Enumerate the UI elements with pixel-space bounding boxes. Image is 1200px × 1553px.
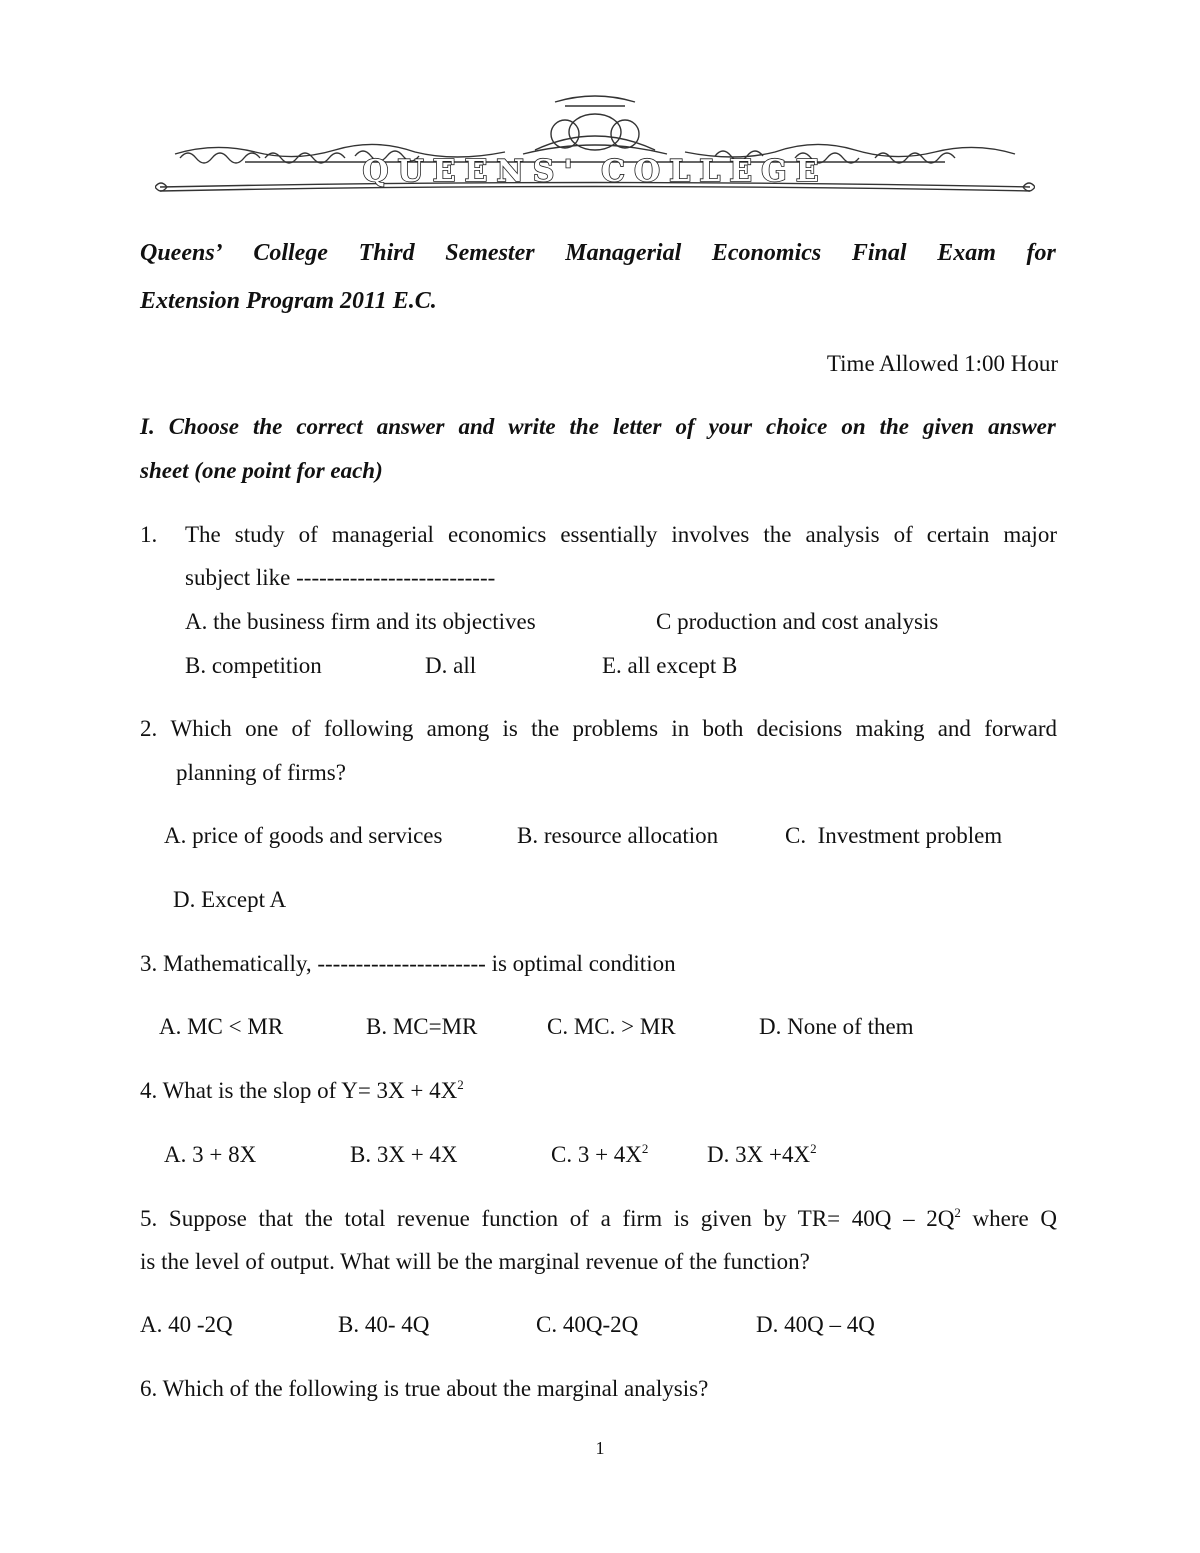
instruction-word: I. [140, 414, 155, 439]
title-word: Managerial [565, 240, 682, 266]
question-word: major [1003, 522, 1057, 547]
instruction-word: correct [296, 414, 363, 439]
question-word: managerial [331, 522, 434, 547]
instruction-word: the [879, 414, 909, 439]
question-word: The [185, 522, 221, 547]
question-word: and [937, 716, 971, 741]
option-text: C. 3 + 4X [551, 1142, 642, 1167]
instruction-word: your [708, 414, 753, 439]
option-text: D. 3X +4X [707, 1142, 811, 1167]
question-word: the [531, 716, 560, 741]
instruction-word: answer [376, 414, 445, 439]
instruction-word: answer [988, 414, 1056, 439]
question-5-text-post: where Q [960, 1206, 1058, 1231]
question-word: making [855, 716, 925, 741]
title-word: Final [851, 240, 907, 266]
time-allowed: Time Allowed 1:00 Hour [826, 351, 1058, 376]
question-word: among [426, 716, 490, 741]
question-2-option-b: B. resource allocation [517, 823, 719, 848]
question-4-text [140, 1076, 464, 1106]
title-word: Exam [937, 240, 996, 266]
question-word: the [763, 522, 792, 547]
question-5-text-line-2: is the level of output. What will be the marginal revenue of the function? [140, 1249, 810, 1274]
question-word: problems [572, 716, 659, 741]
instruction-word: the [569, 414, 599, 439]
question-1-option-c: C production and cost analysis [656, 609, 939, 634]
question-word: economics [447, 522, 547, 547]
title-word: Semester [445, 240, 535, 266]
question-5-text-pre: 5. Suppose that the total revenue function of a firm is given by TR= 40Q – 2Q [140, 1206, 955, 1231]
superscript: 2 [810, 1141, 817, 1156]
title-word: College [253, 240, 328, 266]
instruction-word: on [841, 414, 866, 439]
question-2-option-c: C. Investment problem [785, 823, 1003, 848]
question-word: Which [170, 716, 232, 741]
question-word: involves [671, 522, 750, 547]
question-word: of [893, 522, 913, 547]
question-1-option-d: D. all [425, 653, 477, 678]
question-word: decisions [756, 716, 843, 741]
question-word: in [671, 716, 690, 741]
question-1-option-e: E. all except B [602, 653, 738, 678]
question-5-option-a: A. 40 -2Q [140, 1312, 233, 1337]
question-word: is [502, 716, 518, 741]
question-word: essentially [560, 522, 658, 547]
college-banner-logo [155, 92, 1035, 202]
instruction-word: letter [612, 414, 662, 439]
question-6-text: 6. Which of the following is true about the marginal analysis? [140, 1376, 709, 1401]
instruction-word: Choose [168, 414, 239, 439]
title-word: for [1026, 240, 1056, 266]
section-instruction-line-2: sheet (one point for each) [140, 458, 383, 483]
question-1-number: 1. [140, 522, 158, 547]
exam-title-line-2: Extension Program 2011 E.C. [140, 288, 437, 314]
question-1-option-a: A. the business firm and its objectives [185, 609, 536, 634]
question-3-option-d: D. None of them [759, 1014, 914, 1039]
question-word: study [234, 522, 285, 547]
question-5-option-b: B. 40- 4Q [338, 1312, 430, 1337]
title-word: Third [358, 240, 415, 266]
question-word: of [298, 522, 318, 547]
title-word: Economics [711, 240, 822, 266]
superscript: 2 [457, 1077, 464, 1092]
question-4-option-d [707, 1140, 817, 1170]
instruction-word: of [675, 414, 695, 439]
question-word: one [245, 716, 279, 741]
question-2-text-line-2: planning of firms? [176, 760, 346, 785]
question-2-text-line-1 [140, 714, 1057, 744]
question-2-option-a: A. price of goods and services [164, 823, 443, 848]
superscript: 2 [954, 1205, 961, 1220]
question-word: certain [926, 522, 990, 547]
question-3-option-c: C. MC. > MR [547, 1014, 676, 1039]
question-4-text-main: 4. What is the slop of Y= 3X + 4X [140, 1078, 458, 1103]
question-5-option-d: D. 40Q – 4Q [756, 1312, 875, 1337]
question-4-option-b: B. 3X + 4X [350, 1142, 458, 1167]
page-number: 1 [595, 1438, 605, 1458]
question-word: of [291, 716, 311, 741]
question-word: both [702, 716, 744, 741]
question-word: forward [984, 716, 1057, 741]
title-word: Queens’ [140, 240, 223, 266]
question-word: analysis [805, 522, 880, 547]
instruction-word: choice [766, 414, 828, 439]
question-5-text-line-1 [140, 1204, 1057, 1234]
section-instruction-line-1 [140, 412, 1056, 442]
question-4-option-c [551, 1140, 648, 1170]
question-3-text: 3. Mathematically, ---------------------- is optimal condition [140, 951, 676, 976]
question-1-text-line-2: subject like -------------------------- [185, 565, 496, 590]
superscript: 2 [641, 1141, 649, 1156]
question-word: following [323, 716, 414, 741]
question-1-text-line-1 [185, 520, 1057, 550]
instruction-word: and [458, 414, 495, 439]
question-4-option-a: A. 3 + 8X [164, 1142, 257, 1167]
instruction-word: the [252, 414, 283, 439]
instruction-word: given [922, 414, 975, 439]
question-2-option-d: D. Except A [173, 887, 287, 912]
question-5-option-c: C. 40Q-2Q [536, 1312, 639, 1337]
question-1-option-b: B. competition [185, 653, 322, 678]
instruction-word: write [508, 414, 556, 439]
question-3-option-a: A. MC < MR [159, 1014, 284, 1039]
question-word: 2. [140, 716, 158, 741]
banner-college-name: QUEENS' COLLEGE [362, 154, 828, 189]
question-3-option-b: B. MC=MR [366, 1014, 478, 1039]
exam-title-line-1 [140, 238, 1056, 268]
